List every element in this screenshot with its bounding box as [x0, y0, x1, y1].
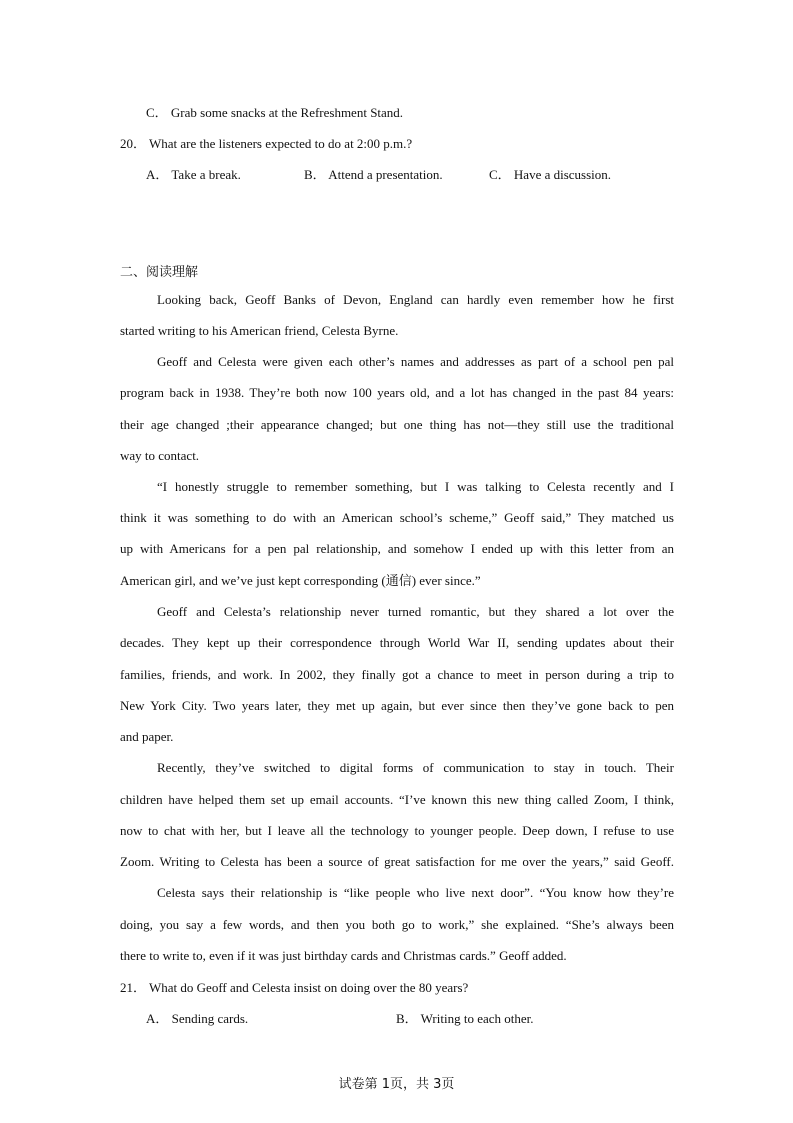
passage-line: Geoff and Celesta were given each other’s names and addresses as part of a school pen pal — [157, 354, 674, 369]
passage-line: Looking back, Geoff Banks of Devon, England can hardly even remember how he first — [157, 292, 674, 307]
question-20-option-a: A． Take a break. — [146, 167, 241, 182]
passage-line: way to contact. — [120, 448, 200, 463]
passage-line: there to write to, even if it was just birthday cards and Christmas cards.” Geoff added. — [120, 948, 567, 963]
passage-line: decades. They kept up their correspondence through World War II, sending updates about their — [120, 635, 674, 650]
passage-line: their age changed ;their appearance changed; but one thing has not—they still use the traditional — [120, 417, 674, 432]
passage-line: Geoff and Celesta’s relationship never turned romantic, but they shared a lot over the — [157, 604, 674, 619]
passage-line: and paper. — [120, 729, 174, 744]
passage-line: think it was something to do with an American school’s scheme,” Geoff said,” They matched us — [120, 510, 674, 525]
passage-line: Zoom. Writing to Celesta has been a source of great satisfaction for me over the years,” said Geoff. — [120, 854, 674, 869]
passage-line: up with Americans for a pen pal relationship, and somehow I ended up with this letter from an — [120, 541, 674, 556]
passage-line: American girl, and we’ve just kept corresponding (通信) ever since.” — [120, 573, 481, 588]
question-21-option-a: A． Sending cards. — [146, 1011, 249, 1026]
question-21-option-b: B． Writing to each other. — [396, 1011, 534, 1026]
question-19-option-c: C． Grab some snacks at the Refreshment Stand. — [146, 105, 404, 120]
section-heading: 二、阅读理解 — [120, 265, 199, 280]
passage-line: now to chat with her, but I leave all the technology to younger people. Deep down, I refuse to use — [120, 823, 674, 838]
question-20-option-b: B． Attend a presentation. — [304, 167, 443, 182]
passage-line: children have helped them set up email accounts. “I’ve known this new thing called Zoom, I think, — [120, 792, 674, 807]
question-20-option-c: C． Have a discussion. — [489, 167, 612, 182]
passage-line: started writing to his American friend, Celesta Byrne. — [120, 323, 399, 338]
passage-line: New York City. Two years later, they met up again, but ever since then they’ve gone back to pen — [120, 698, 674, 713]
question-21-stem: 21． What do Geoff and Celesta insist on doing over the 80 years? — [120, 980, 469, 995]
passage-line: families, friends, and work. In 2002, they finally got a chance to meet in person during a trip to — [120, 667, 674, 682]
passage-line: Celesta says their relationship is “like people who live next door”. “You know how they’re — [157, 885, 674, 900]
passage-line: Recently, they’ve switched to digital forms of communication to stay in touch. Their — [157, 760, 674, 775]
passage-line: program back in 1938. They’re both now 100 years old, and a lot has changed in the past 84 years: — [120, 385, 674, 400]
question-20-stem: 20． What are the listeners expected to do at 2:00 p.m.? — [120, 136, 413, 151]
page-footer: 试卷第 1页，共 3页 — [338, 1077, 455, 1092]
passage-line: “I honestly struggle to remember something, but I was talking to Celesta recently and I — [157, 479, 674, 494]
passage-line: doing, you say a few words, and then you both go to work,” she explained. “She’s always been — [120, 917, 674, 932]
